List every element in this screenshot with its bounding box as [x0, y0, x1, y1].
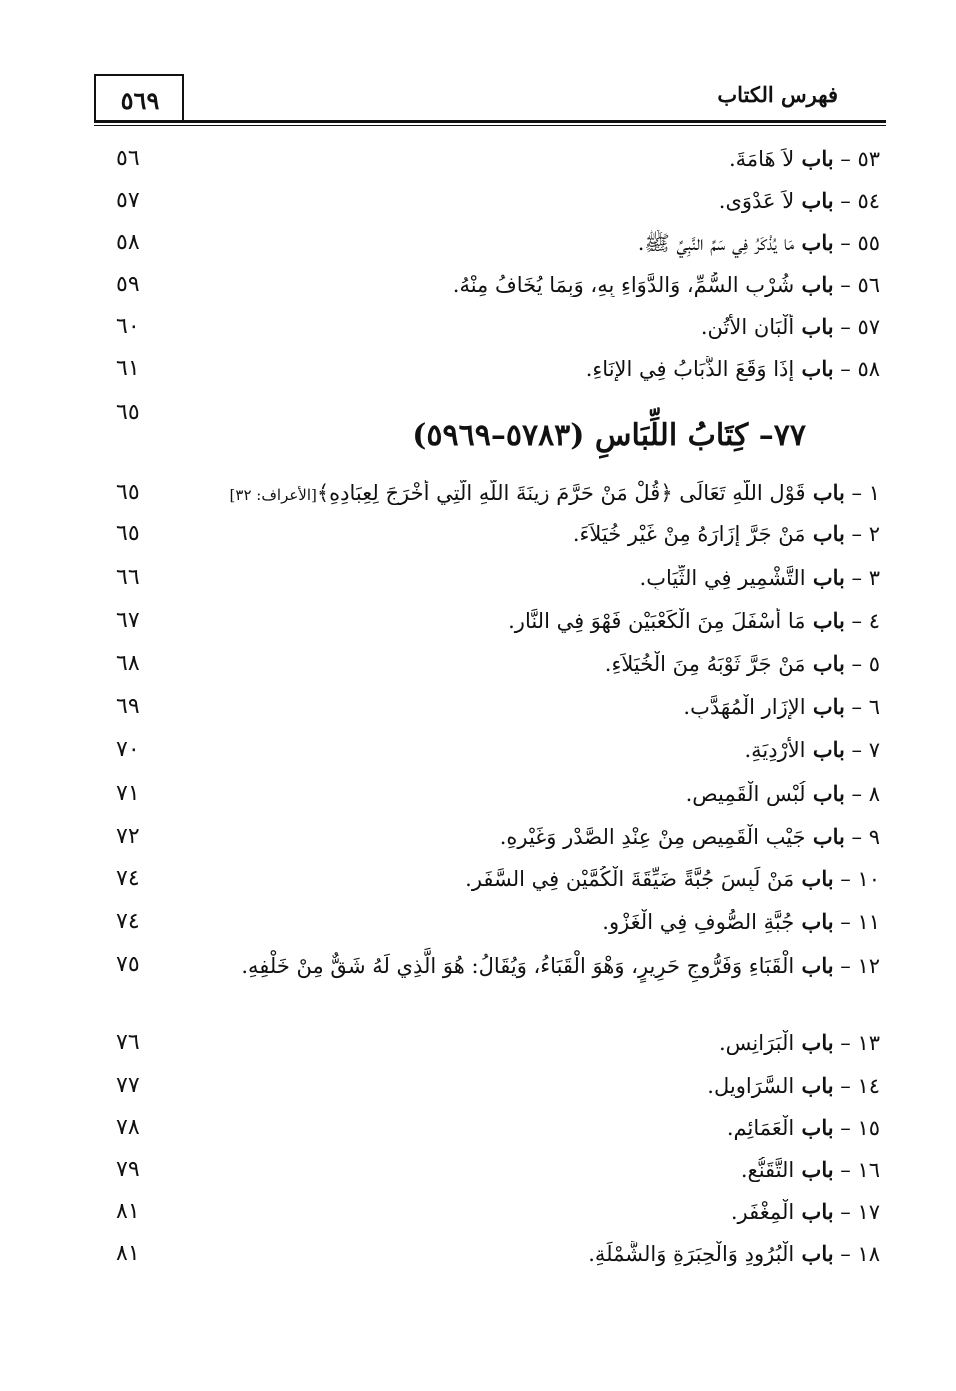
toc-entry-text	[182, 146, 880, 171]
toc-entry-text	[182, 1115, 880, 1140]
toc-entry-number: ١٦ –	[833, 1158, 880, 1182]
toc-entry-page: ٨١	[116, 1241, 140, 1266]
toc-entry-keyword: باب	[794, 909, 834, 934]
toc-entry-number: ٥٧ –	[833, 315, 880, 339]
toc-entry-keyword: باب	[794, 1199, 834, 1224]
toc-entry-text	[182, 521, 880, 546]
toc-entry-keyword: باب	[805, 694, 845, 719]
toc-entry-number: ٦ –	[844, 695, 880, 719]
toc-entry-title: مَنْ لَبِسَ جُبَّةً ضَيِّقَةَ الْكُمَّيْنِ فِي السَّفَرِ.	[465, 867, 795, 891]
toc-entry-title: الإِزَارِ الْمُهَدَّبِ.	[683, 695, 806, 719]
toc-entry-keyword: باب	[794, 272, 834, 297]
toc-entry	[94, 737, 886, 779]
toc-entry-page: ٧٠	[116, 737, 140, 762]
toc-entry-title: الْمِغْفَرِ.	[730, 1200, 795, 1224]
toc-entry-keyword: باب	[794, 1241, 834, 1266]
toc-entry-number: ١٣ –	[833, 1031, 880, 1055]
toc-entry-text	[182, 651, 880, 676]
toc-entry-text	[182, 188, 880, 213]
toc-entry-title: لاَ هَامَةَ.	[728, 147, 795, 171]
toc-entry-keyword: باب	[805, 521, 845, 546]
toc-entry-keyword: باب	[794, 188, 834, 213]
toc-entry-page: ٨١	[116, 1199, 140, 1224]
toc-entry-keyword: باب	[805, 651, 845, 676]
toc-entry-title: السَّرَاوِيلِ.	[707, 1074, 795, 1098]
chapter-title: ٧٧– كِتَابُ اللِّبَاسِ (٥٧٨٣–٥٩٦٩)	[412, 418, 806, 453]
toc-entry-keyword: باب	[805, 480, 845, 505]
toc-entry-number: ٥٦ –	[833, 273, 880, 297]
toc-entry	[94, 521, 886, 563]
toc-entry-keyword: باب	[794, 146, 834, 171]
toc-entry-number: ١٤ –	[833, 1074, 880, 1098]
toc-entry-text	[182, 480, 880, 505]
toc-entry	[94, 1241, 886, 1283]
toc-entry-number: ٩ –	[844, 825, 880, 849]
toc-entry-keyword: باب	[794, 1030, 834, 1055]
header-rule-thin	[94, 125, 886, 126]
toc-entry-keyword: باب	[794, 1073, 834, 1098]
toc-entry	[94, 781, 886, 823]
toc-entry-keyword: باب	[805, 824, 845, 849]
toc-entry-page: ٦٨	[116, 651, 140, 676]
toc-entry-text	[182, 1073, 880, 1098]
toc-entry-number: ١٨ –	[833, 1242, 880, 1266]
toc-entry-number: ١ –	[844, 481, 880, 505]
toc-entry-text	[182, 314, 880, 339]
toc-entry	[94, 356, 886, 398]
toc-entry-text	[182, 565, 880, 590]
toc-entry-title: مَنْ جَرَّ إِزَارَهُ مِنْ غَيْرِ خُيَلاَءَ.	[572, 522, 806, 546]
toc-entry-keyword: باب	[794, 1157, 834, 1182]
toc-entry-keyword: باب	[794, 1115, 834, 1140]
toc-entry-title: إِذَا وَقَعَ الذُّبَابُ فِي الإِنَاءِ.	[585, 357, 795, 381]
toc-entry-title: مَنْ جَرَّ ثَوْبَهُ مِنَ الْخُيَلاَءِ.	[604, 652, 806, 676]
toc-entry-number: ١٧ –	[833, 1200, 880, 1224]
toc-entry-page: ٦٩	[116, 694, 140, 719]
toc-entry-page: ٥٦	[116, 146, 140, 171]
toc-entry	[94, 565, 886, 607]
toc-entry-number: ٥٣ –	[833, 147, 880, 171]
header-rule	[94, 120, 886, 123]
toc-entry	[94, 1157, 886, 1199]
toc-entry-number: ٧ –	[844, 738, 880, 762]
toc-entry-keyword: باب	[794, 953, 834, 978]
toc-entry-title: لاَ عَدْوَى.	[718, 189, 795, 213]
toc-entry-page: ٧٩	[116, 1157, 140, 1182]
toc-entry-title: التَّشْمِيرِ فِي الثِّيَابِ.	[639, 566, 806, 590]
toc-entry-number: ٥٥ –	[833, 231, 880, 255]
toc-entry-title: أَلْبَانِ الأُتُنِ.	[700, 315, 795, 339]
toc-entry-number: ٣ –	[844, 566, 880, 590]
toc-entry	[94, 1030, 886, 1072]
toc-entry-page: ٦٥	[116, 521, 140, 546]
toc-entry-page: ٦٥	[116, 480, 140, 505]
toc-entry-page: ٧٥	[116, 952, 140, 977]
toc-entry-title: قَوْلِ اللَّهِ تَعَالَى ﴿قُلْ مَنْ حَرَّمَ زِينَةَ اللَّهِ الَّتِي أَخْرَجَ لِعِبَادِهِ﴾	[316, 481, 806, 505]
toc-entry-number: ١٥ –	[833, 1116, 880, 1140]
toc-entry-page: ٧٦	[116, 1030, 140, 1055]
toc-entry	[94, 952, 886, 1038]
toc-entry-number: ٥٨ –	[833, 357, 880, 381]
toc-entry-text	[182, 781, 880, 806]
toc-entry-text	[182, 1030, 880, 1055]
toc-entry-number: ٥ –	[844, 652, 880, 676]
chapter-heading	[94, 400, 886, 468]
toc-entry-title: الْقَبَاءِ وَفَرُّوجِ حَرِيرٍ، وَهْوَ الْقَبَاءُ، وَيُقَالُ: هُوَ الَّذِي لَهُ شَقٌّ مِنْ خَلْفِهِ.	[241, 954, 795, 978]
toc-entry	[94, 230, 886, 272]
toc-entry-title: الْعَمَائِمِ.	[726, 1116, 795, 1140]
toc-entry-text	[182, 944, 880, 988]
toc-entry-number: ١٢ –	[833, 954, 880, 978]
toc-entry-title: لُبْسِ الْقَمِيصِ.	[685, 782, 806, 806]
toc-entry-text	[182, 356, 880, 381]
toc-entry	[94, 651, 886, 693]
toc-entry-text	[182, 1241, 880, 1266]
toc-entry	[94, 480, 886, 522]
toc-entry-number: ١١ –	[833, 910, 880, 934]
toc-entry	[94, 1199, 886, 1241]
toc-entry-title: جُبَّةِ الصُّوفِ فِي الْغَزْوِ.	[602, 910, 795, 934]
toc-entry-title: الْبَرَانِسِ.	[718, 1031, 795, 1055]
toc-entry-page: ٧٤	[116, 866, 140, 891]
toc-entry-keyword: باب	[805, 781, 845, 806]
toc-entry-keyword: باب	[805, 608, 845, 633]
toc-entry	[94, 188, 886, 230]
toc-entry	[94, 314, 886, 356]
toc-entry-text	[182, 866, 880, 891]
running-header-title: فهرس الكتاب	[717, 82, 838, 107]
toc-entry-number: ٢ –	[844, 522, 880, 546]
toc-entry-keyword: باب	[794, 314, 834, 339]
toc-entry-page: ٥٩	[116, 272, 140, 297]
toc-entry-page: ٧٨	[116, 1115, 140, 1140]
toc-entry	[94, 824, 886, 866]
toc-entry-page: ٧٧	[116, 1073, 140, 1098]
toc-entry-title: جَيْبِ الْقَمِيصِ مِنْ عِنْدِ الصَّدْرِ وَغَيْرِهِ.	[499, 825, 806, 849]
toc-entry-text	[182, 737, 880, 762]
toc-entry-title: الأَرْدِيَةِ.	[744, 738, 806, 762]
toc-entry-keyword: باب	[794, 230, 834, 255]
toc-entry-keyword: باب	[805, 565, 845, 590]
toc-entry-text	[182, 230, 880, 261]
toc-entry-number: ١٠ –	[833, 867, 880, 891]
toc-entry-text	[182, 608, 880, 633]
toc-entry-title: مَا يُذْكَرُ فِي سَمِّ النَّبِيِّ ﷺ.	[637, 231, 795, 255]
toc-entry-text	[182, 272, 880, 297]
toc-entry-text	[182, 1199, 880, 1224]
toc-entry-page: ٦١	[116, 356, 140, 381]
toc-entry-page: ٧١	[116, 781, 140, 806]
page-number: ٥٦٩	[120, 86, 160, 115]
toc-entry-title: التَّقَنُّعِ.	[740, 1158, 795, 1182]
toc-entry-page: ٥٨	[116, 230, 140, 255]
toc-entry	[94, 608, 886, 650]
toc-entry-page: ٦٦	[116, 565, 140, 590]
toc-entry-number: ٥٤ –	[833, 189, 880, 213]
toc-entry-text	[182, 824, 880, 849]
toc-entry-page: ٦٠	[116, 314, 140, 339]
toc-entry-title: مَا أَسْفَلَ مِنَ الْكَعْبَيْنِ فَهْوَ فِي النَّارِ.	[508, 609, 806, 633]
toc-entry	[94, 694, 886, 736]
toc-entry-keyword: باب	[794, 866, 834, 891]
toc-entry-page: ٧٢	[116, 824, 140, 849]
toc-entry-title: الْبُرُودِ وَالْحِبَرَةِ وَالشَّمْلَةِ.	[588, 1242, 795, 1266]
toc-entry-text	[182, 909, 880, 934]
toc-entry	[94, 866, 886, 908]
toc-entry-number: ٤ –	[844, 609, 880, 633]
toc-entry	[94, 146, 886, 188]
toc-entry	[94, 272, 886, 314]
toc-entry-text	[182, 1157, 880, 1182]
toc-entry-page: ٧٤	[116, 909, 140, 934]
toc-entry-number: ٨ –	[844, 782, 880, 806]
toc-entry	[94, 1073, 886, 1115]
chapter-page-number: ٦٥	[116, 400, 140, 425]
toc-entry-reference: [الأعراف: ٣٢]	[229, 486, 317, 504]
toc-entry-keyword: باب	[805, 737, 845, 762]
toc-entry	[94, 1115, 886, 1157]
toc-entry-keyword: باب	[794, 356, 834, 381]
toc-entry-page: ٥٧	[116, 188, 140, 213]
toc-entry-title: شُرْبِ السُّمِّ، وَالدَّوَاءِ بِهِ، وَبِمَا يُخَافُ مِنْهُ.	[452, 273, 795, 297]
toc-entry-page: ٦٧	[116, 608, 140, 633]
toc-entry-text	[182, 694, 880, 719]
